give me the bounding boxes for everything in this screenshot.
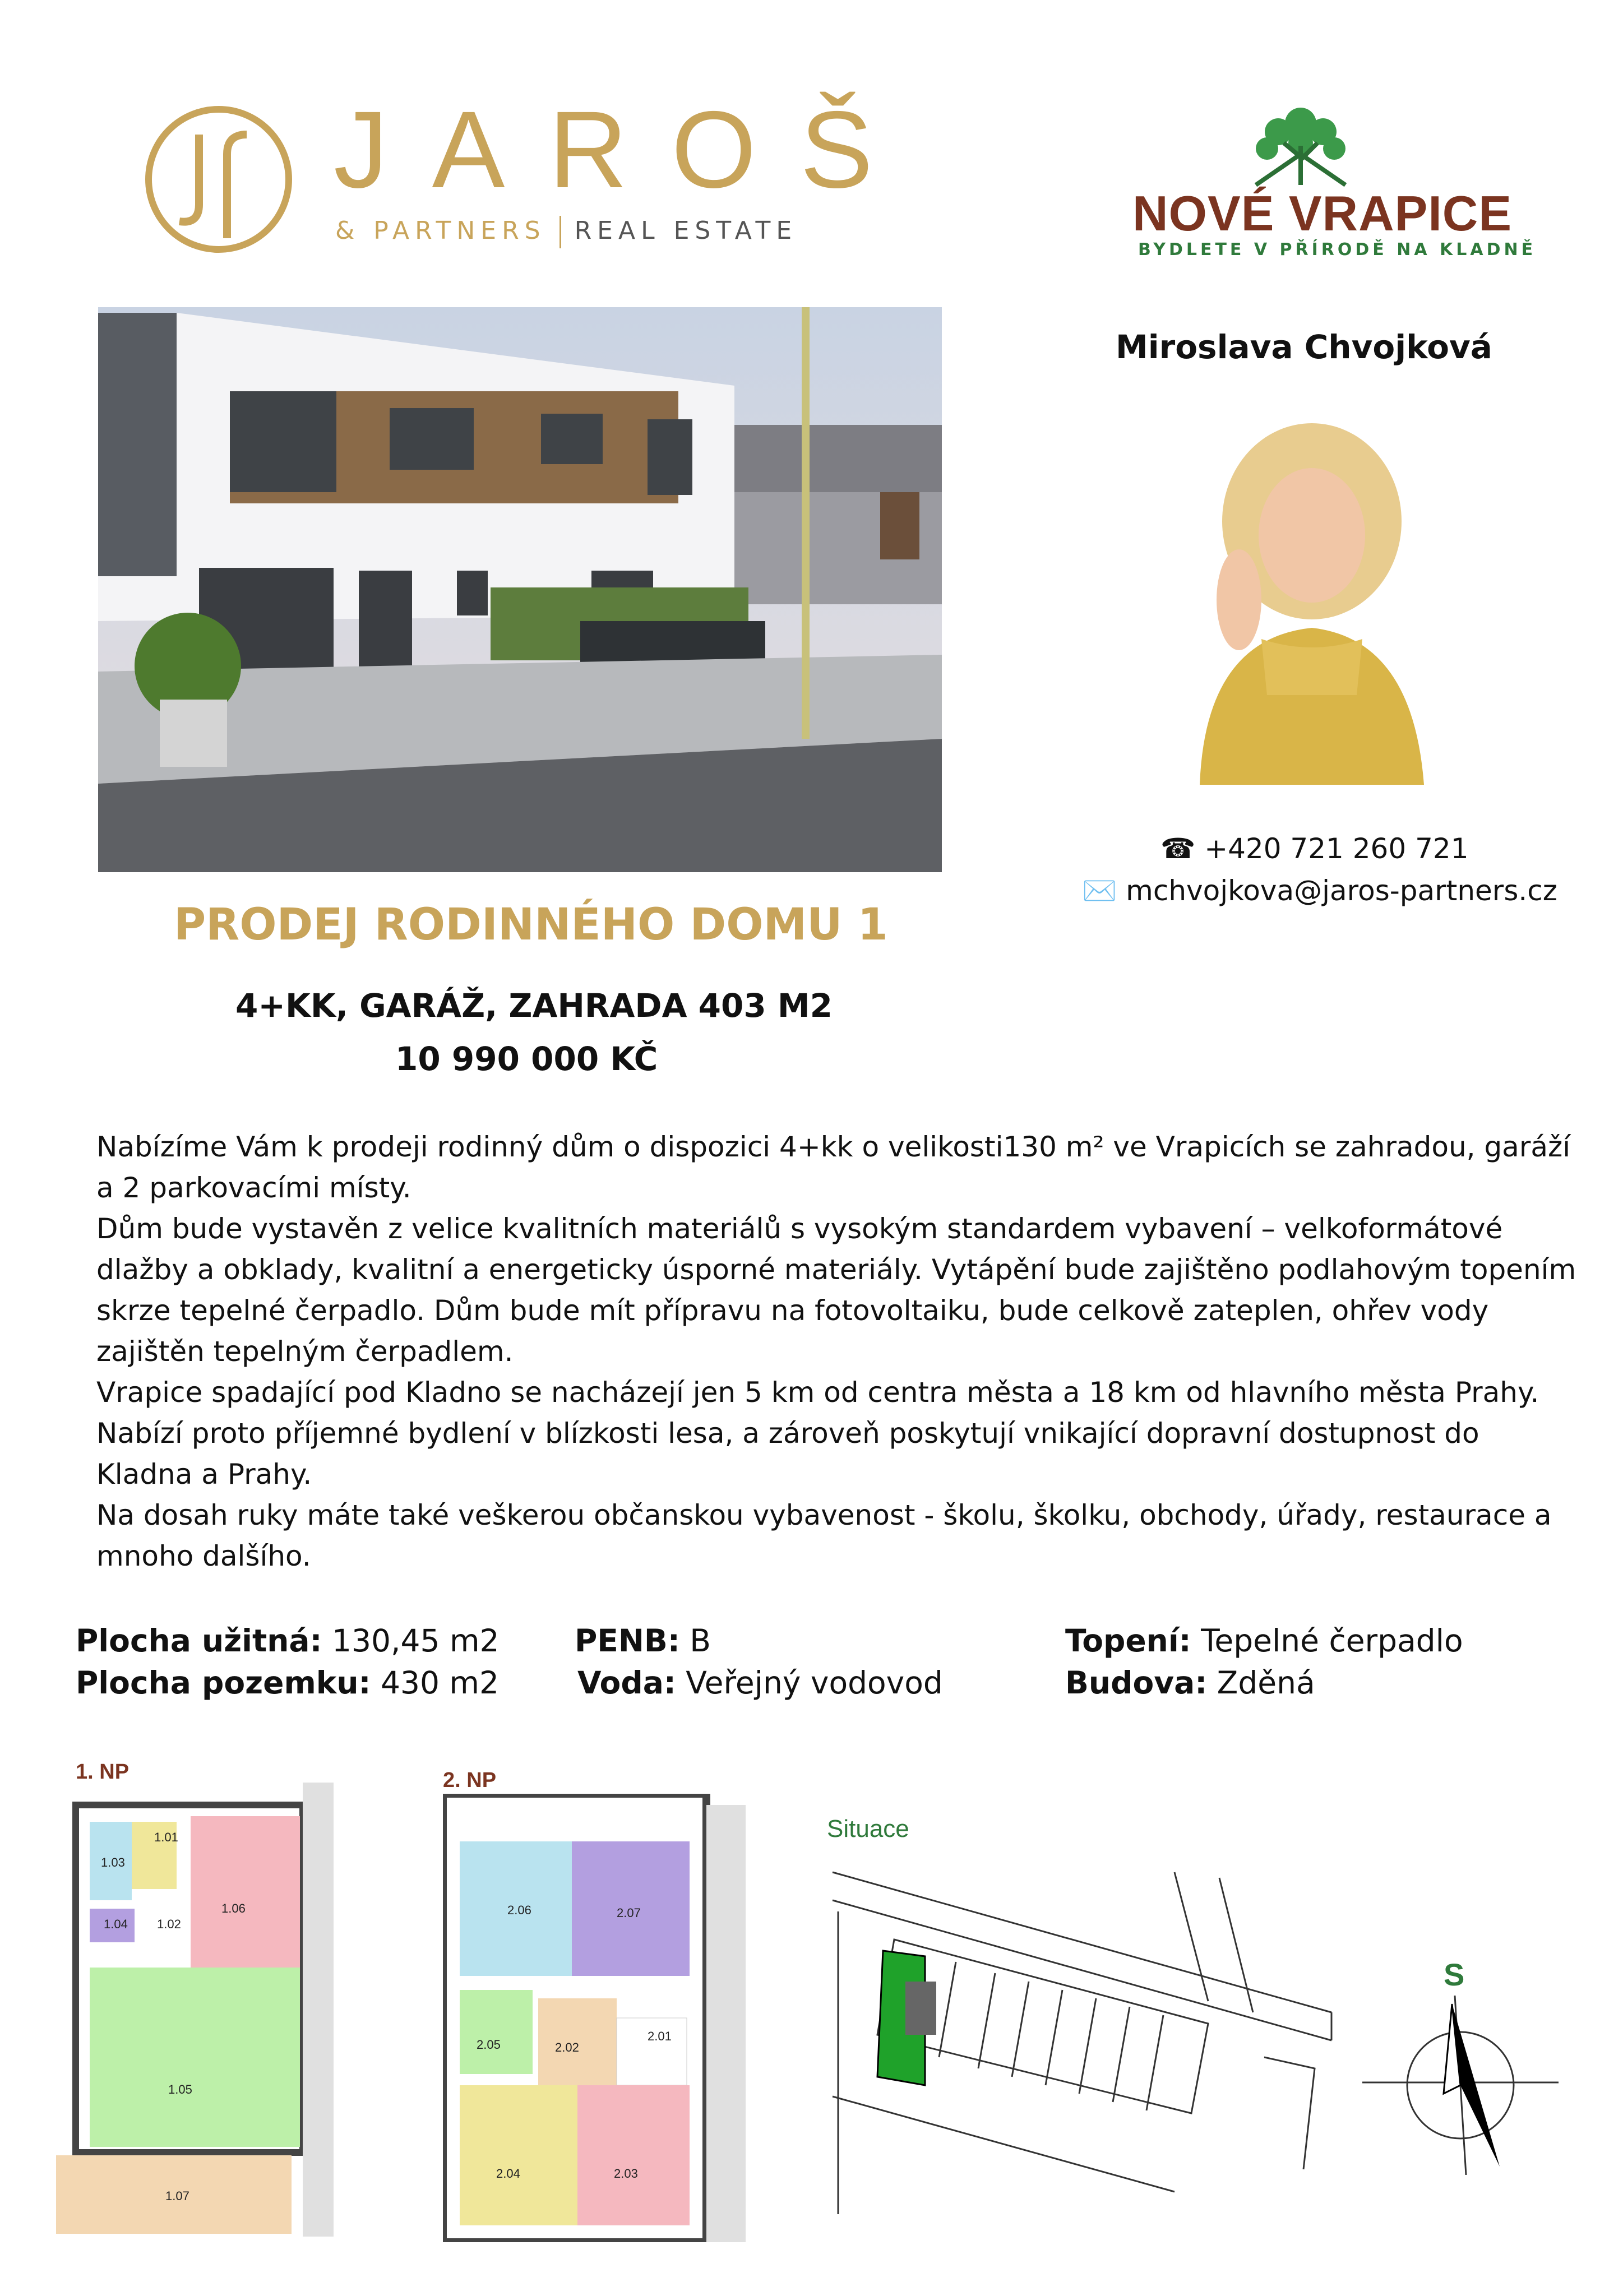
room-label: 2.04 xyxy=(496,2167,520,2181)
site-plan xyxy=(827,1855,1343,2220)
room-label: 2.01 xyxy=(648,2029,672,2043)
brand-name: JAROŠ xyxy=(334,89,917,211)
agent-phone-row xyxy=(1160,832,1469,865)
room-label: 1.07 xyxy=(165,2189,189,2203)
description-paragraph: Dům bude vystavěn z velice kvalitních materiálů s vysokým standardem vybavení – velkoformátové dlažby a obklady, kvalitní a energeticky úsporné materiály. Vytápění bude zajištěno podlahovým topením skrze tepelné čerpadlo. Dům bude mít přípravu na fotovoltaiku, bude celkově zateplen, ohřev vody zajištěn tepelným čerpadlem. xyxy=(96,1212,1576,1368)
spec-label: Budova: xyxy=(1065,1665,1208,1701)
spec-value: B xyxy=(679,1623,711,1659)
listing-subtitle: 4+KK, GARÁŽ, ZAHRADA 403 M2 xyxy=(235,987,833,1025)
house-render-image xyxy=(98,307,942,872)
spec-plocha-pozemku xyxy=(76,1665,499,1701)
spec-label: Plocha užitná: xyxy=(76,1623,322,1659)
spec-value: 430 m2 xyxy=(371,1665,499,1701)
compass-icon xyxy=(1362,1996,1559,2175)
description-paragraph: Na dosah ruky máte také veškerou občanskou vybavenost - školu, školku, obchody, úřady, restaurace a mnoho dalšího. xyxy=(96,1499,1552,1572)
room-label: 1.01 xyxy=(154,1830,178,1844)
agent-photo xyxy=(1177,415,1441,785)
spec-topeni xyxy=(1065,1623,1463,1659)
floor-plan-1np-label: 1. NP xyxy=(76,1760,130,1784)
floor-plan-2np xyxy=(443,1794,757,2242)
room-label: 1.05 xyxy=(168,2082,192,2096)
email-icon: ✉️ xyxy=(1082,874,1117,907)
spec-label: PENB: xyxy=(575,1623,680,1659)
spec-label: Plocha pozemku: xyxy=(76,1665,371,1701)
project-name: NOVÉ VRAPICE xyxy=(1132,186,1513,241)
room-label: 1.06 xyxy=(221,1901,246,1915)
spec-value: 130,45 m2 xyxy=(322,1623,500,1659)
jaros-monogram-icon xyxy=(143,104,294,255)
spec-voda xyxy=(577,1665,943,1701)
brand-sub: & PARTNERS xyxy=(335,216,546,245)
agent-phone[interactable]: +420 721 260 721 xyxy=(1204,832,1469,865)
spec-budova xyxy=(1065,1665,1315,1701)
description-paragraph: Vrapice spadající pod Kladno se nacházejí jen 5 km od centra města a 18 km od hlavního města Prahy. Nabízí proto příjemné bydlení v blízkosti lesa, a zároveň poskytují vnikající dopravní dostupnost do Kladna a Prahy. xyxy=(96,1376,1539,1490)
spec-label: Voda: xyxy=(577,1665,676,1701)
spec-label: Topení: xyxy=(1065,1623,1191,1659)
agent-email[interactable]: mchvojkova@jaros-partners.cz xyxy=(1126,874,1558,907)
room-label: 2.02 xyxy=(555,2040,579,2054)
project-tagline: BYDLETE V PŘÍRODĚ NA KLADNĚ xyxy=(1138,240,1537,260)
agent-name: Miroslava Chvojková xyxy=(1116,328,1492,366)
listing-price: 10 990 000 KČ xyxy=(395,1040,658,1078)
room-label: 1.04 xyxy=(104,1917,128,1931)
brand-subline xyxy=(335,216,797,248)
room-label: 1.03 xyxy=(101,1855,125,1869)
agent-email-row xyxy=(1082,874,1557,908)
phone-icon: ☎ xyxy=(1160,832,1196,865)
floor-plan-2np-label: 2. NP xyxy=(443,1769,497,1792)
spec-value: Zděná xyxy=(1207,1665,1315,1701)
brand-divider xyxy=(560,216,561,248)
tree-logo-icon xyxy=(1245,101,1357,191)
description-paragraph: Nabízíme Vám k prodeji rodinný dům o dispozici 4+kk o velikosti130 m² ve Vrapicích se zahradou, garáží a 2 parkovacími místy. xyxy=(96,1131,1571,1204)
room-label: 2.07 xyxy=(617,1906,641,1920)
room-label: 2.05 xyxy=(477,2038,501,2052)
listing-description xyxy=(96,1127,1576,1577)
brand-sub2: REAL ESTATE xyxy=(574,216,798,245)
site-plan-label: Situace xyxy=(827,1815,909,1843)
listing-title: PRODEJ RODINNÉHO DOMU 1 xyxy=(174,900,888,950)
spec-value: Veřejný vodovod xyxy=(676,1665,943,1701)
spec-penb xyxy=(575,1623,711,1659)
spec-plocha-uzitna xyxy=(76,1623,500,1659)
room-label: 2.03 xyxy=(614,2167,638,2181)
room-label: 2.06 xyxy=(507,1903,531,1917)
room-label: 1.02 xyxy=(157,1917,181,1931)
spec-value: Tepelné čerpadlo xyxy=(1191,1623,1463,1659)
floor-plan-1np xyxy=(56,1783,336,2237)
compass-label: S xyxy=(1444,1957,1465,1992)
